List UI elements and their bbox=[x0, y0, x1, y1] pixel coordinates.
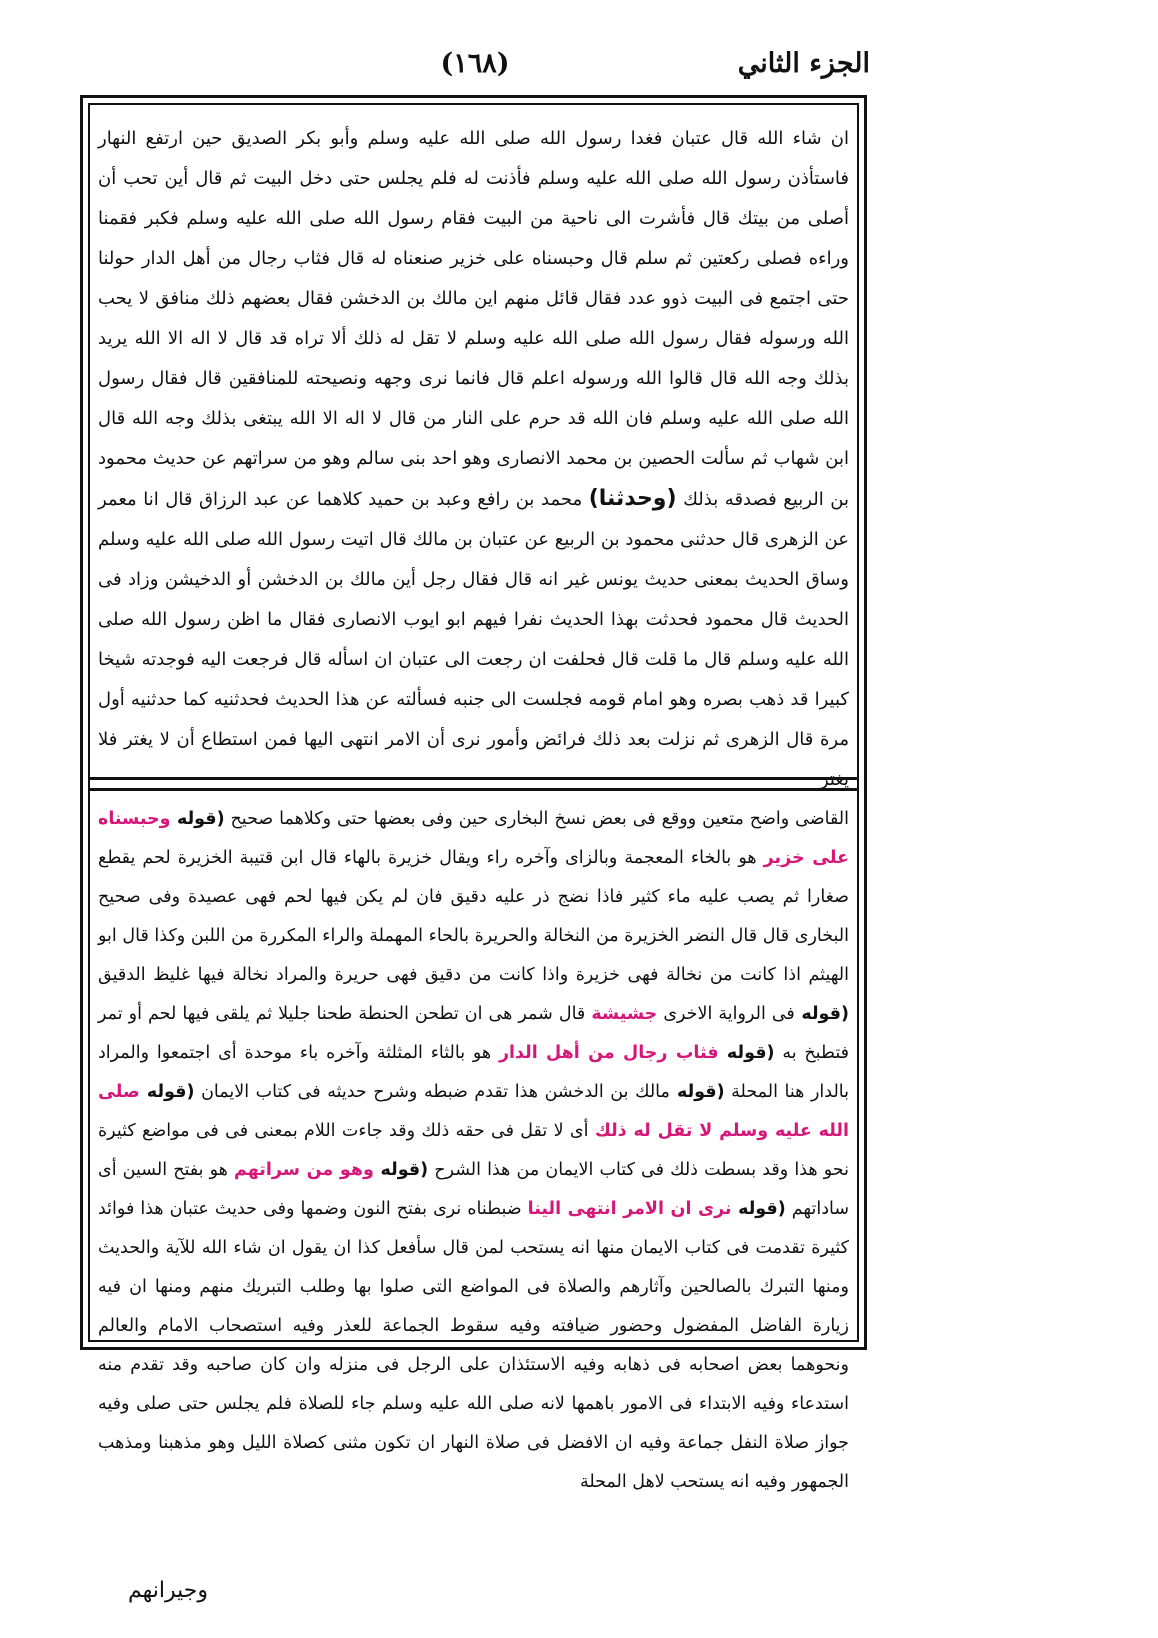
commentary-qualifier: (قوله bbox=[669, 1082, 725, 1102]
commentary-qualifier: (قوله bbox=[794, 1004, 849, 1024]
text-run: مالك بن الدخشن bbox=[544, 1082, 670, 1102]
commentary-qualifier: (قوله bbox=[139, 1082, 195, 1102]
text-run: قال شمر هى ان تطحن الحنطة طحنا جليلا ثم يلقى فيها لحم أو تمر فتطبخ به bbox=[98, 1004, 849, 1063]
quoted-lemma: فثاب رجال من أهل الدار bbox=[498, 1043, 719, 1063]
main-text-paragraph bbox=[98, 119, 849, 800]
commentary-paragraph bbox=[98, 800, 849, 1502]
commentary-qualifier: (قوله bbox=[373, 1160, 429, 1180]
page-number: (١٦٨) bbox=[440, 48, 510, 79]
catchword: وجيرانهم bbox=[127, 1578, 208, 1603]
page-header bbox=[80, 40, 870, 90]
text-run: ضبطناه نرى بفتح النون وضمها وفى حديث عتبان هذا فوائد كثيرة تقدمت فى كتاب الايمان منها انه يستحب لمن قال سأفعل كذا ان يقول ان شاء الله للآية والحديث ومنها التبرك بالصالحين وآثارهم والصلاة فى المواضع التى صلوا بها وطلب التبريك منهم ومنها ان فيه زيارة الفاضل المفضول وحضور ضيافته وفيه سقوط الجماعة للعذر وفيه استصحاب الامام والعالم ونحوهما بعض اصحابه فى ذهابه وفيه الاستئذان على الرجل فى منزله وان كان صاحبه وقد تقدم منه استدعاء وفيه الابتداء فى الامور باهمها لانه صلى الله عليه وسلم جاء للصلاة فلم يجلس حتى صلى وفيه جواز صلاة النفل جماعة وفيه ان الافضل فى صلاة النهار ان تكون مثنى كصلاة الليل وهو مذهبنا ومذهب الجمهور وفيه انه يستحب لاهل المحلة bbox=[98, 1199, 849, 1492]
text-run: ان شاء الله قال عتبان فغدا رسول الله صلى الله عليه وسلم وأبو بكر الصديق حين ارتفع النهار فاستأذن رسول الله صلى الله عليه وسلم فأذنت له فلم يجلس حتى دخل البيت ثم قال أين تحب أن أصلى من بيتك قال فأشرت الى ناحية من البيت فقام رسول الله صلى الله عليه وسلم فكبر فقمنا وراءه فصلى ركعتين ثم سلم قال وحبسناه على خزير صنعناه له قال فثاب رجال من أهل الدار حولنا حتى اجتمع فى البيت ذوو عدد فقال قائل منهم اين مالك بن الدخشن فقال بعضهم ذلك منافق لا يحب الله ورسوله فقال رسول الله صلى الله عليه وسلم لا تقل له ذلك ألا تراه قد قال لا اله الا الله يريد بذلك وجه الله قال قالوا الله ورسوله اعلم قال فانما نرى وجهه ونصيحته للمنافقين قال فقال رسول الله صلى الله عليه وسلم فان الله قد حرم على النار من قال لا اله الا الله يبتغى بذلك وجه الله قال ابن شهاب ثم سألت الحصين بن محمد الانصارى وهو احد بنى سالم وهو من سراتهم عن حديث محمود بن الربيع فصدقه بذلك bbox=[98, 128, 849, 510]
text-run: أى لا تقل فى حقه ذلك وقد جاءت اللام بمعنى فى فى مواضع كثيرة نحو هذا وقد بسطت ذلك فى كتاب الايمان من هذا الشرح bbox=[98, 1121, 849, 1180]
text-run: هو بالخاء المعجمة وبالزاى وآخره راء ويقال خزيرة بالهاء قال ابن قتيبة الخزيرة لحم يقطع صغارا ثم يصب عليه ماء كثير فاذا نضج ذر عليه دقيق فان لم يكن فيها لحم فهى عصيدة وفى صحيح البخارى قال قال النضر الخزيرة من النخالة والحريرة بالحاء المهملة والراء المكررة من اللبن وكذا قال ابو الهيثم اذا كانت من نخالة فهى خزيرة واذا كانت من دقيق فهى حريرة والمراد نخالة فيها غليظ الدقيق bbox=[98, 848, 849, 985]
page-frame bbox=[80, 95, 867, 1492]
quoted-lemma: وحبسناه على خزير bbox=[98, 809, 850, 868]
text-run: هو بفتح السين أى ساداتهم bbox=[98, 1160, 849, 1219]
text-run: القاضى واضح متعين ووقع فى بعض نسخ البخارى حين وفى بعضها حتى وكلاهما صحيح bbox=[224, 809, 849, 829]
quoted-lemma: نرى ان الامر انتهى الينا bbox=[527, 1199, 732, 1219]
commentary-qualifier: (قوله bbox=[731, 1199, 786, 1219]
main-text-block bbox=[98, 119, 849, 790]
text-run: محمد بن رافع وعبد بن حميد كلاهما عن عبد الرزاق قال انا معمر عن الزهرى قال حدثنى محمود بن الربيع عن عتبان بن مالك قال اتيت رسول الله صلى الله عليه وسلم وساق الحديث بمعنى حديث يونس غير انه قال فقال رجل أين مالك بن الدخشن أو الدخيشن وزاد فى الحديث قال محمود فحدثت بهذا الحديث نفرا فيهم ابو ايوب الانصارى فقال ما اظن رسول الله صلى الله عليه وسلم قال ما قلت قال فحلفت ان رجعت الى عتبان ان اسأله قال فرجعت اليه فوجدته شيخا كبيرا قد ذهب بصره وهو امام قومه فجلست الى جنبه فسألته عن هذا الحديث فحدثنيه كما حدثنيه أول مرة قال الزهرى ثم نزلت بعد ذلك فرائض وأمور نرى أن الامر انتهى اليها فمن استطاع أن لا يغتر فلا يغتر bbox=[98, 489, 849, 790]
quoted-lemma: جشيشة bbox=[591, 1004, 658, 1024]
section-marker: (وحدثنا) bbox=[588, 486, 677, 511]
frame-inner-border bbox=[88, 103, 859, 1492]
commentary-qualifier: (قوله bbox=[718, 1043, 775, 1063]
commentary-block bbox=[98, 800, 850, 1492]
section-divider bbox=[90, 777, 857, 791]
commentary-qualifier: (قوله bbox=[170, 809, 225, 829]
quoted-lemma: صلى الله عليه وسلم لا تقل له ذلك bbox=[98, 1082, 849, 1141]
text-run: هذا تقدم ضبطه وشرح حديثه فى كتاب الايمان bbox=[194, 1082, 545, 1102]
part-label: الجزء الثاني bbox=[737, 48, 870, 79]
quoted-lemma: وهو من سراتهم bbox=[234, 1160, 374, 1180]
text-run: هو بالثاء المثلثة وآخره باء موحدة أى اجتمعوا والمراد بالدار هنا المحلة bbox=[98, 1043, 849, 1102]
text-run: فى الرواية الاخرى bbox=[657, 1004, 795, 1024]
